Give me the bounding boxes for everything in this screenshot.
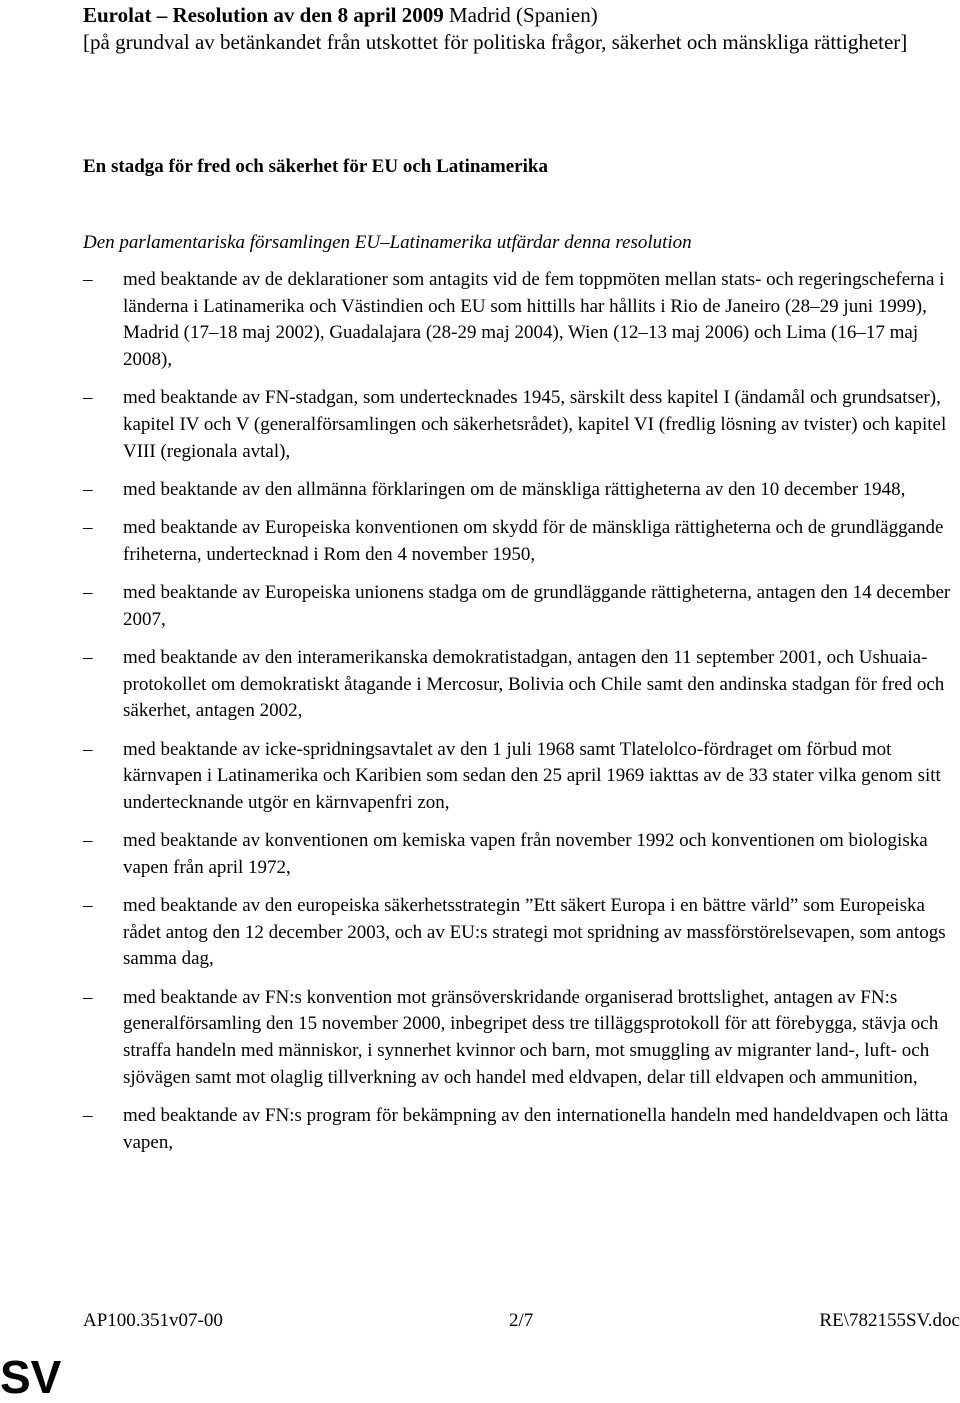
citation-item <box>83 985 960 1092</box>
header-line <box>83 2 953 29</box>
citation-dash: – <box>83 646 93 668</box>
citation-text: med beaktande av konventionen om kemiska vapen från november 1992 och konventionen om biologiska vapen från april 1972, <box>123 830 928 878</box>
citation-dash: – <box>83 830 93 852</box>
citation-text: med beaktande av FN:s konvention mot gränsöverskridande organiserad brottslighet, antagen av FN:s generalförsamling den 15 november 2000, inbegripet dess tre tilläggsprotokoll för att förebygga, stävja och straffa handeln med människor, i synnerhet kvinnor och barn, mot smuggling av migranter land-, luft- och sjövägen samt mot olaglig tillverkning av och handel med eldvapen, delar till eldvapen och ammunition, <box>123 986 939 1088</box>
citation-item <box>83 893 960 973</box>
resolution-title: Eurolat – Resolution av den 8 april 2009 <box>83 3 444 27</box>
citation-dash: – <box>83 582 93 604</box>
citation-item <box>83 267 960 374</box>
citation-item <box>83 645 960 725</box>
citation-text: med beaktande av den allmänna förklaringen om de mänskliga rättigheterna av den 10 december 1948, <box>123 478 906 500</box>
citation-text: med beaktande av FN:s program för bekämpning av den internationella handeln med handeldvapen och lätta vapen, <box>123 1104 949 1153</box>
language-code: SV <box>0 1351 62 1403</box>
citation-text: med beaktande av FN-stadgan, som undertecknades 1945, särskilt dess kapitel I (ändamål och grundsatser), kapitel IV och V (generalförsamlingen och säkerhetsrådet), kapitel VI (fredlig lösning av tvister) och kapitel VIII (regionala avtal), <box>123 387 947 462</box>
citation-item <box>83 580 960 633</box>
citation-dash: – <box>83 269 93 290</box>
citation-item <box>83 828 960 881</box>
citation-text: med beaktande av Europeiska konventionen om skydd för de mänskliga rättigheterna och de grundläggande friheterna, undertecknad i Rom den 4 november 1950, <box>123 517 944 565</box>
document-subtitle: En stadga för fred och säkerhet för EU och Latinamerika <box>83 156 548 177</box>
citation-item <box>83 515 960 568</box>
footer-file-name: RE\782155SV.doc <box>819 1310 960 1331</box>
resolution-place: Madrid (Spanien) <box>448 3 598 27</box>
citation-text: med beaktande av den interamerikanska demokratistadgan, antagen den 11 september 2001, och Ushuaia-protokollet om demokratiskt åtagande i Mercosur, Bolivia och Chile samt den andinska stadgan för fred och säkerhet, antagen 2002, <box>123 646 945 722</box>
citation-dash: – <box>83 895 93 917</box>
citation-item <box>83 1103 960 1156</box>
citation-dash: – <box>83 517 93 539</box>
citation-item <box>83 385 960 465</box>
citation-text: med beaktande av icke-spridningsavtalet av den 1 juli 1968 samt Tlatelolco-fördraget om förbud mot kärnvapen i Latinamerika och Karibien som sedan den 25 april 1969 iakttas av de 33 stater vilka genom sitt undertecknande utgör en kärnvapenfri zon, <box>123 738 941 813</box>
citation-list <box>83 267 960 1168</box>
citation-text: med beaktande av Europeiska unionens stadga om de grundläggande rättigheterna, antagen den 14 december 2007, <box>123 582 951 630</box>
citation-text: med beaktande av de deklarationer som antagits vid de fem toppmöten mellan stats- och regeringscheferna i länderna i Latinamerika och Västindien och EU som hittills har hållits i Rio de Janeiro (28–29 juni 1999), Madrid (17–18 maj 2002), Guadalajara (28-29 maj 2004), Wien (12–13 maj 2006) och Lima (16–17 maj 2008), <box>123 269 945 371</box>
citation-item <box>83 477 960 504</box>
footer-page-number: 2/7 <box>509 1310 534 1331</box>
citation-dash: – <box>83 1104 93 1126</box>
citation-dash: – <box>83 986 93 1008</box>
footer-doc-ref: AP100.351v07-00 <box>83 1310 223 1331</box>
document-header <box>83 2 953 56</box>
page-footer <box>83 1310 960 1332</box>
citation-dash: – <box>83 478 93 500</box>
citation-dash: – <box>83 738 93 760</box>
citation-text: med beaktande av den europeiska säkerhetsstrategin ”Ett säkert Europa i en bättre värld” som Europeiska rådet antog den 12 december 2003, och av EU:s strategi mot spridning av massförstörelsevapen, som antogs samma dag, <box>123 895 946 970</box>
citation-dash: – <box>83 387 93 409</box>
resolution-basis: [på grundval av betänkandet från utskottet för politiska frågor, säkerhet och mänskliga rättigheter] <box>83 30 908 54</box>
citation-item <box>83 737 960 817</box>
intro-statement: Den parlamentariska församlingen EU–Latinamerika utfärdar denna resolution <box>83 232 692 253</box>
